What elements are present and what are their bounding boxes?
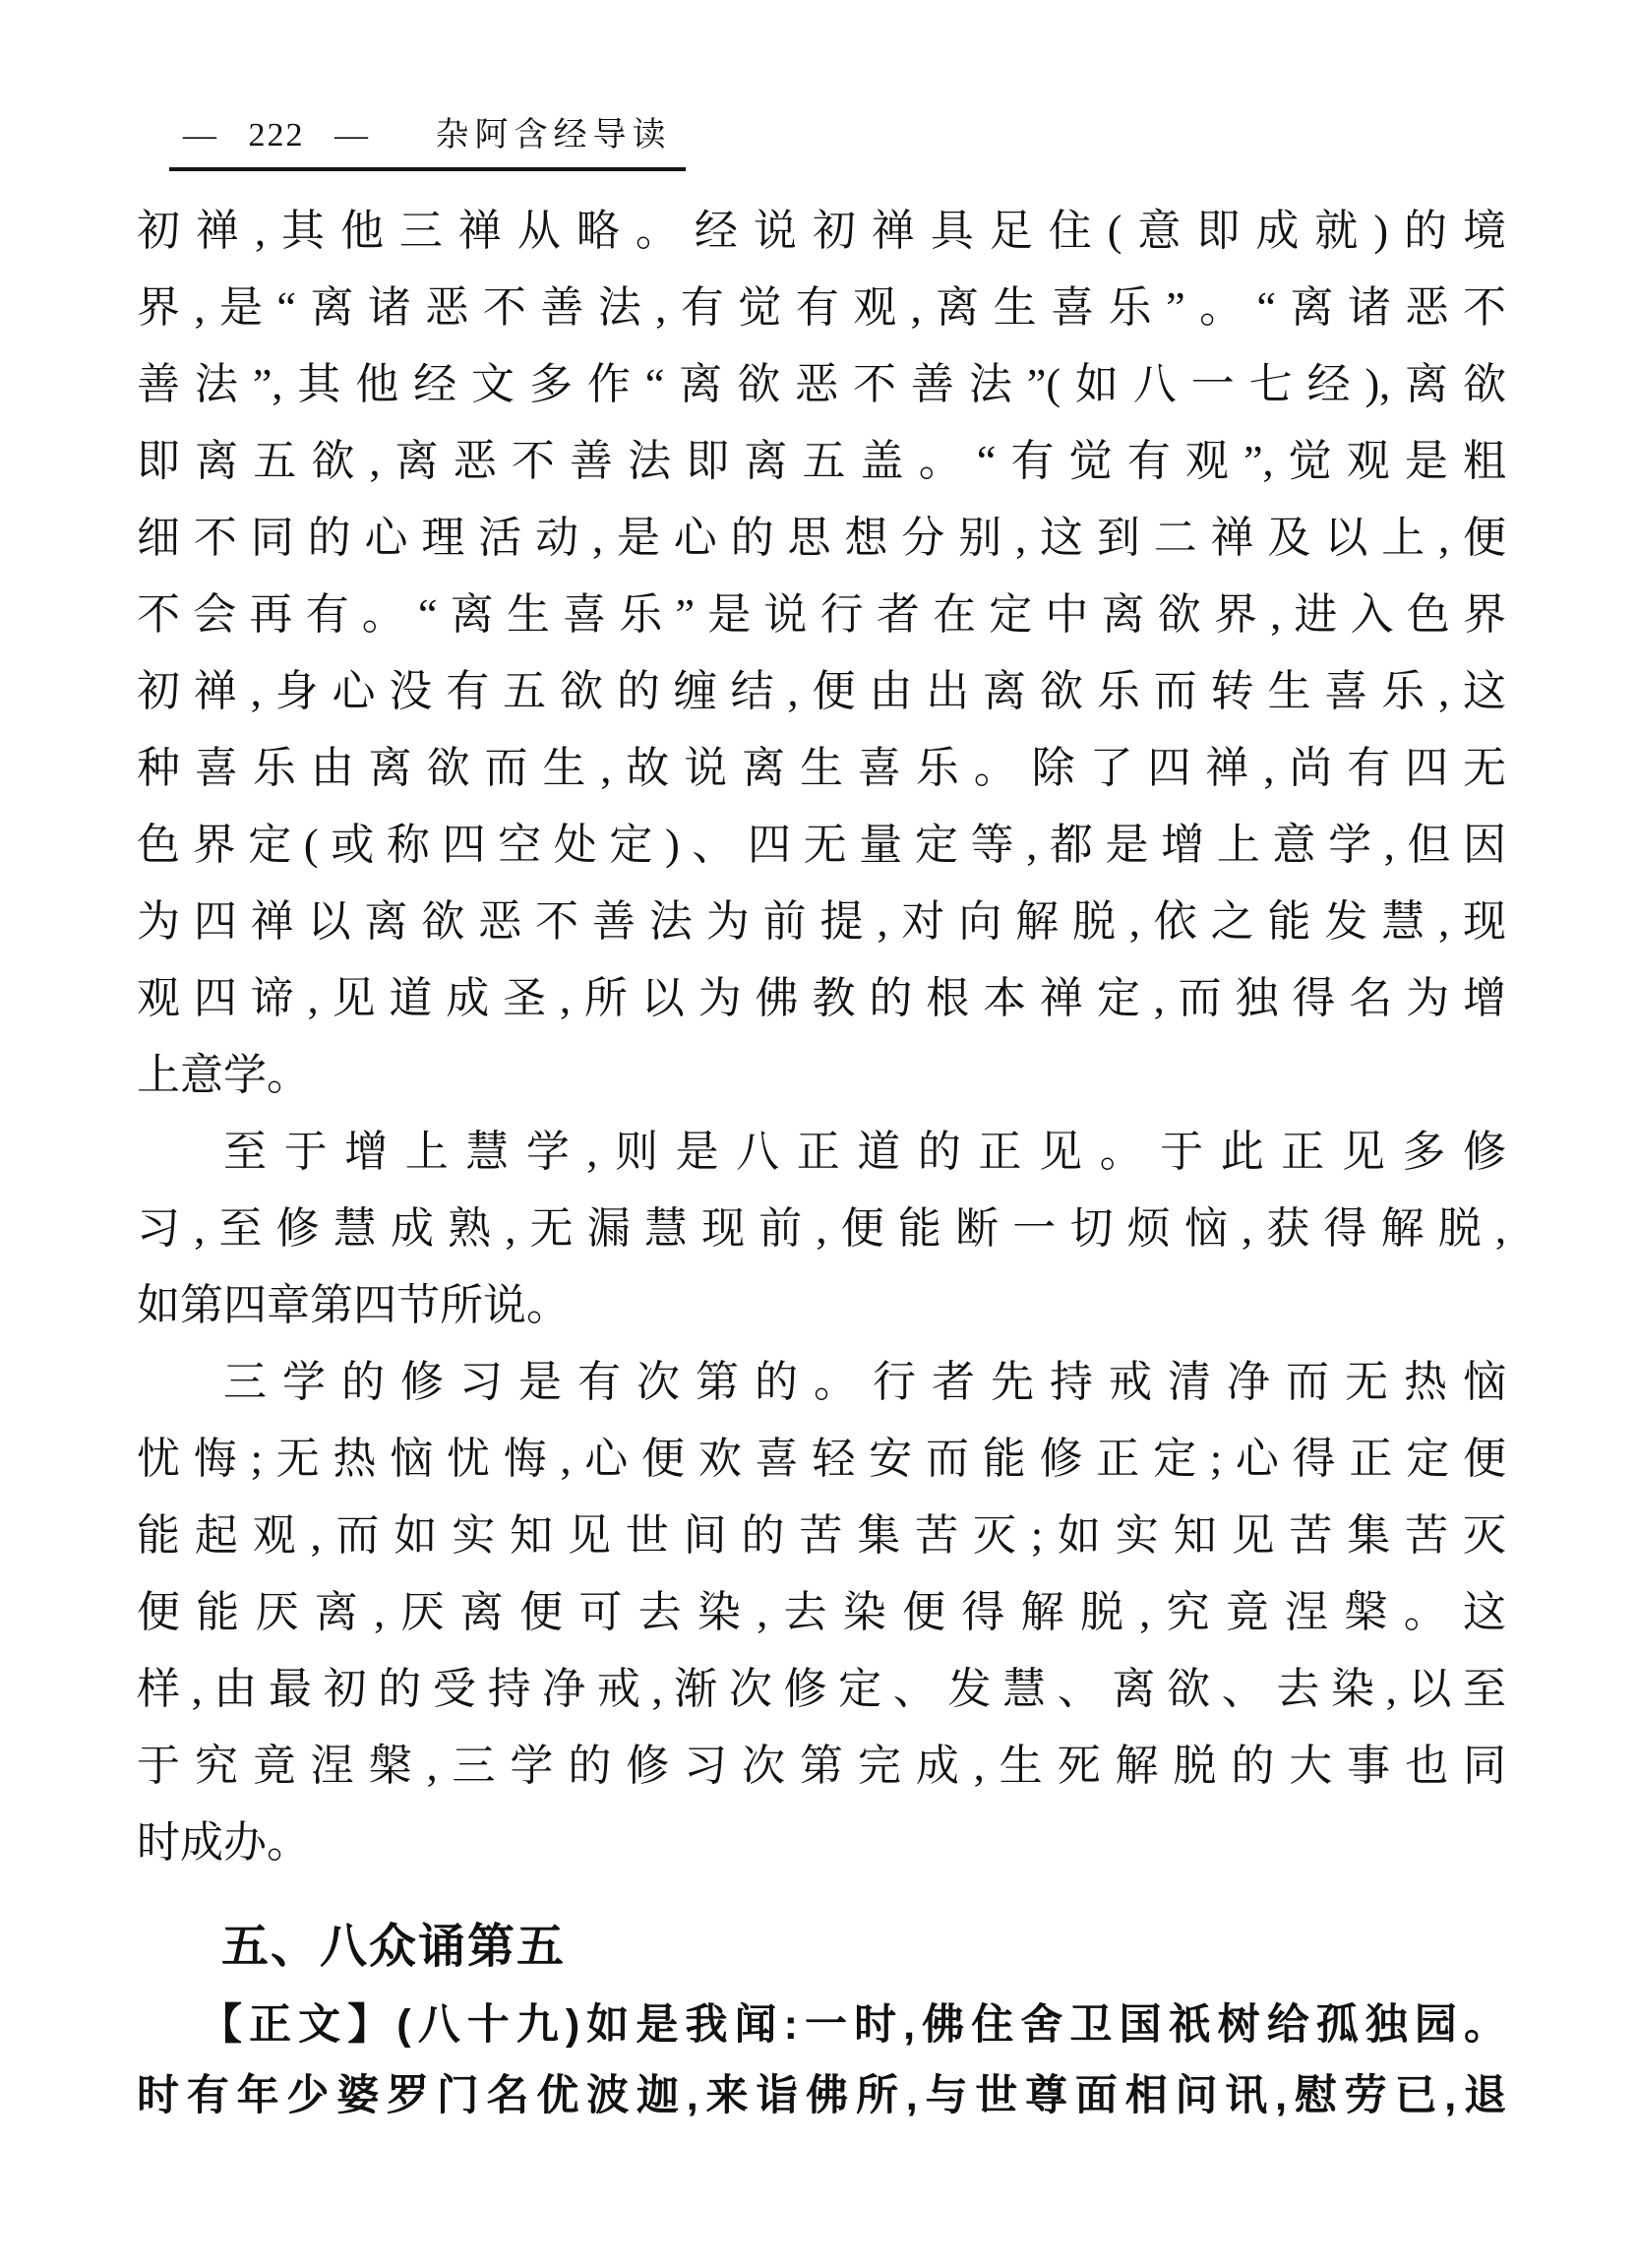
text-line: 不会再有。“离生喜乐”是说行者在定中离欲界,进入色界 bbox=[137, 590, 1506, 639]
text-line: 初禅,身心没有五欲的缠结,便由出离欲乐而转生喜乐,这 bbox=[137, 667, 1506, 715]
scripture-text-line: 时有年少婆罗门名优波迦,来诣佛所,与世尊面相问讯,慰劳已,退 bbox=[137, 2072, 1506, 2119]
text-line-paragraph-end: 时成办。 bbox=[137, 1818, 310, 1867]
text-line-paragraph-start: 至于增上慧学,则是八正道的正见。于此正见多修 bbox=[223, 1128, 1506, 1176]
header-dash-left: — bbox=[183, 117, 218, 153]
text-line: 便能厌离,厌离便可去染,去染便得解脱,究竟涅槃。这 bbox=[137, 1588, 1506, 1636]
text-line: 即离五欲,离恶不善法即离五盖。“有觉有观”,觉观是粗 bbox=[137, 437, 1506, 485]
text-line: 界,是“离诸恶不善法,有觉有观,离生喜乐”。“离诸恶不 bbox=[137, 283, 1506, 332]
text-line: 初禅,其他三禅从略。经说初禅具足住(意即成就)的境 bbox=[137, 207, 1506, 255]
text-line: 样,由最初的受持净戒,渐次修定、发慧、离欲、去染,以至 bbox=[137, 1665, 1506, 1713]
text-line: 忧悔;无热恼忧悔,心便欢喜轻安而能修正定;心得正定便 bbox=[137, 1435, 1506, 1483]
text-line-paragraph-end: 如第四章第四节所说。 bbox=[137, 1281, 570, 1329]
text-line-paragraph-end: 上意学。 bbox=[137, 1051, 310, 1099]
page-header bbox=[169, 114, 686, 171]
text-line: 为四禅以离欲恶不善法为前提,对向解脱,依之能发慧,现 bbox=[137, 897, 1506, 946]
text-line: 于究竟涅槃,三学的修习次第完成,生死解脱的大事也同 bbox=[137, 1742, 1506, 1790]
page-number: 222 bbox=[248, 117, 305, 153]
text-line: 细不同的心理活动,是心的思想分别,这到二禅及以上,便 bbox=[137, 514, 1506, 562]
text-line: 习,至修慧成熟,无漏慧现前,便能断一切烦恼,获得解脱, bbox=[137, 1204, 1506, 1253]
text-line: 种喜乐由离欲而生,故说离生喜乐。除了四禅,尚有四无 bbox=[137, 744, 1506, 792]
main-text-block bbox=[137, 193, 1506, 1881]
book-title: 杂阿含经导读 bbox=[435, 117, 672, 153]
text-line: 能起观,而如实知见世间的苦集苦灭;如实知见苦集苦灭 bbox=[137, 1511, 1506, 1560]
header-dash-right: — bbox=[334, 117, 370, 153]
text-line: 色界定(或称四空处定)、四无量定等,都是增上意学,但因 bbox=[137, 821, 1506, 869]
text-line-paragraph-start: 三学的修习是有次第的。行者先持戒清净而无热恼 bbox=[223, 1358, 1506, 1406]
section-heading: 五、八众诵第五 bbox=[221, 1921, 567, 1973]
scripture-text-line: 【正文】(八十九)如是我闻:一时,佛住舍卫国祇树给孤独园。 bbox=[200, 2001, 1506, 2049]
text-line: 观四谛,见道成圣,所以为佛教的根本禅定,而独得名为增 bbox=[137, 974, 1506, 1022]
text-line: 善法”,其他经文多作“离欲恶不善法”(如八一七经),离欲 bbox=[137, 360, 1507, 408]
